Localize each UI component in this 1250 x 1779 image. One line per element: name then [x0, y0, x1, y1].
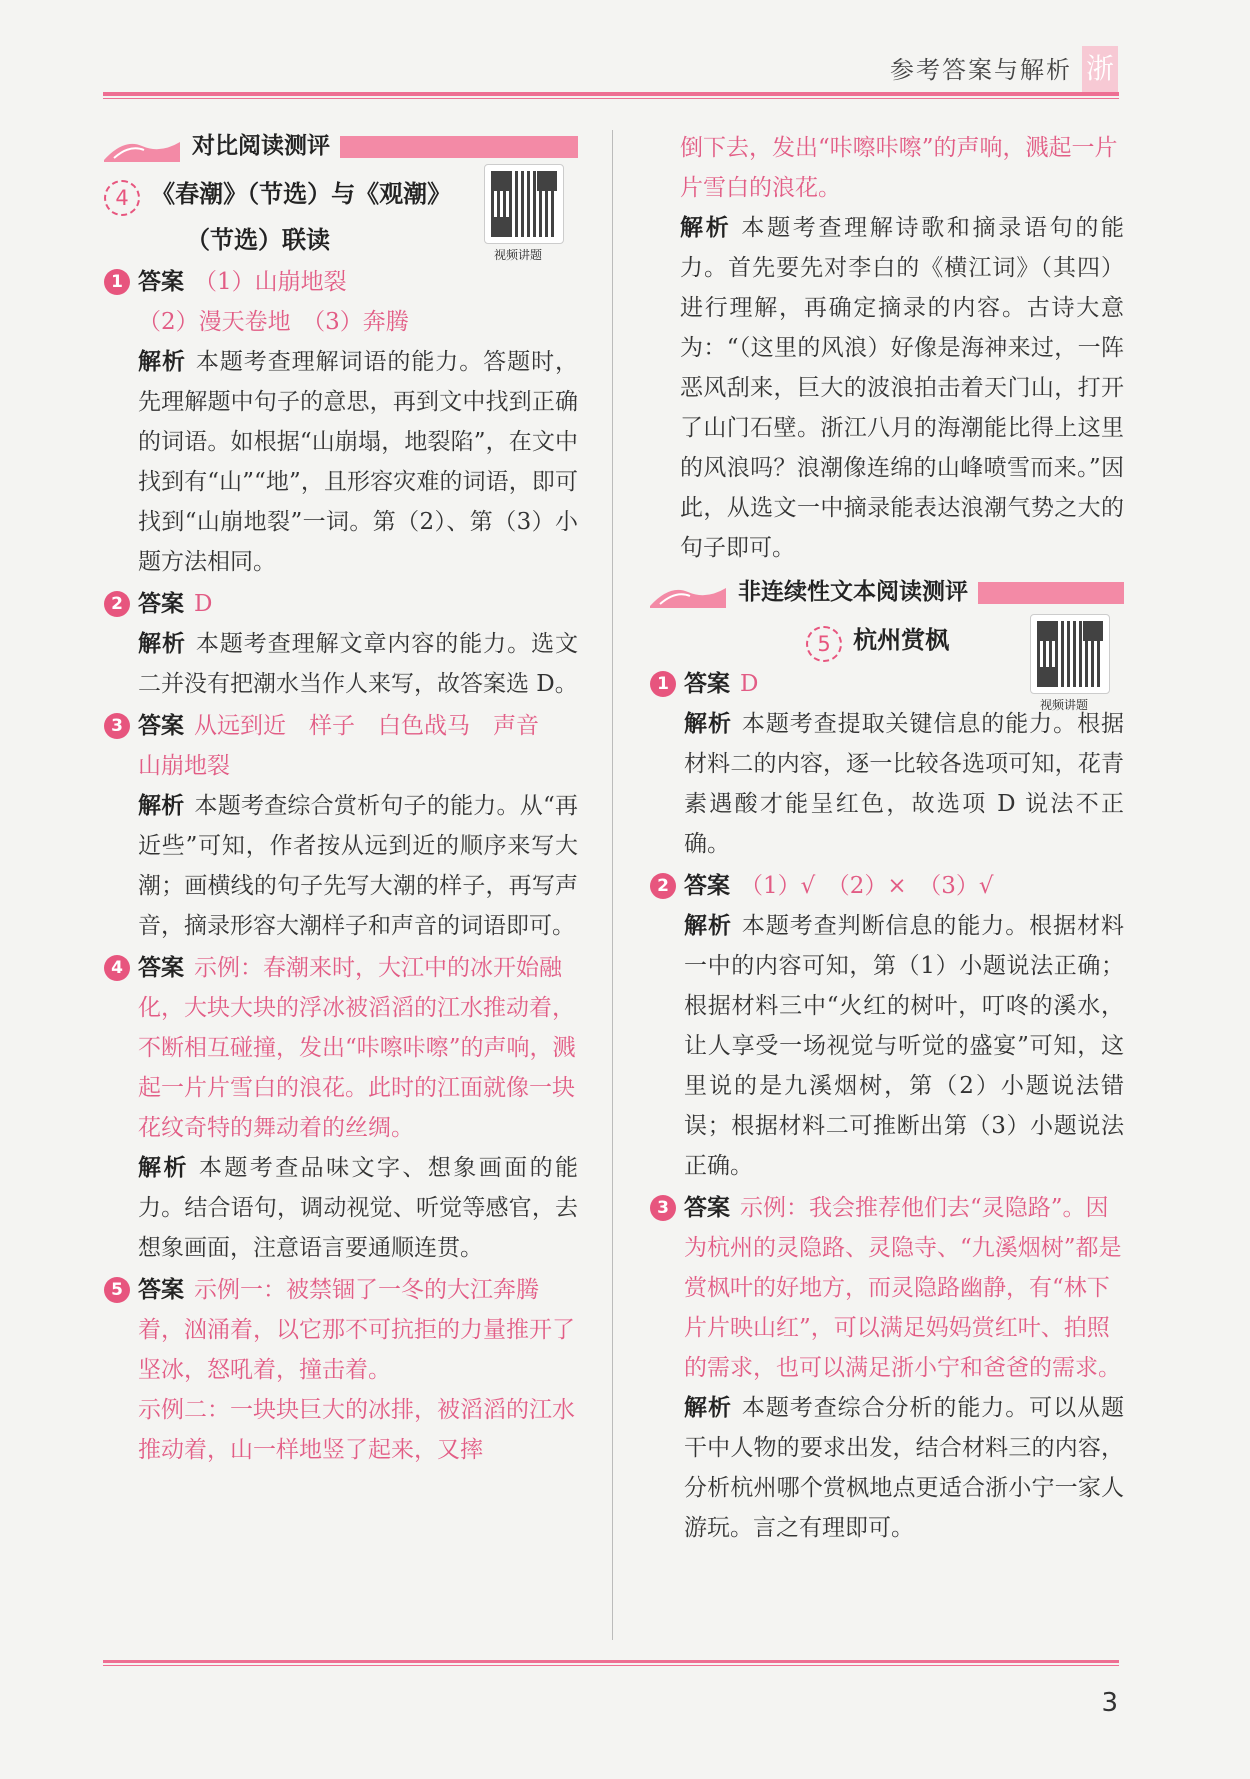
answer-text: D — [740, 671, 759, 697]
explanation-text: 本题考查提取关键信息的能力。根据材料二的内容，逐一比较各选项可知，花青素遇酸才能呈红色，故选项 D 说法不正确。 — [684, 711, 1125, 857]
answer-text-2: 示例二：一块块巨大的冰排，被滔滔的江水推动着，山一样地竖了起来，又摔 — [138, 1397, 575, 1463]
qr-caption: 视频讲题 — [494, 248, 543, 262]
column-divider — [612, 130, 613, 1640]
unit-title: 杭州赏枫 — [853, 626, 950, 654]
question-1 — [650, 664, 1124, 864]
answer-label: 答案 — [684, 1195, 730, 1221]
left-column — [104, 128, 578, 1472]
question-number: 5 — [104, 1277, 130, 1303]
answer-label: 答案 — [138, 955, 184, 981]
unit-number: 4 — [104, 180, 140, 216]
explanation-label: 解析 — [138, 793, 185, 819]
question-number: 1 — [104, 269, 130, 295]
answer-label: 答案 — [138, 269, 184, 295]
explanation-label: 解析 — [138, 349, 186, 375]
explanation-text: 本题考查理解词语的能力。答题时，先理解题中句子的意思，再到文中找到正确的词语。如根据“山崩塌，地裂陷”，在文中找到有“山”“地”，且形容灾难的词语，即可找到“山崩地裂”一词。第（2）、第（3）小题方法相同。 — [138, 349, 579, 575]
question-number: 3 — [104, 713, 130, 739]
question-2 — [650, 866, 1124, 1186]
answer-text: 从远到近 样子 白色战马 声音 山崩地裂 — [138, 713, 562, 779]
question-number: 2 — [650, 873, 676, 899]
explanation-text: 本题考查品味文字、想象画面的能力。结合语句，调动视觉、听觉等感官，去想象画面，注意语言要通顺连贯。 — [138, 1155, 578, 1261]
header-title: 参考答案与解析 — [890, 56, 1072, 84]
answer-label: 答案 — [138, 713, 184, 739]
unit-number: 5 — [806, 626, 842, 662]
answer-text: 示例：我会推荐他们去“灵隐路”。因为杭州的灵隐路、灵隐寺、“九溪烟树”都是赏枫叶的好地方，而灵隐路幽静，有“林下片片映山红”，可以满足妈妈赏红叶、拍照的需求，也可以满足浙小宁和爸爸的需求。 — [684, 1195, 1122, 1381]
answer-label: 答案 — [138, 1277, 184, 1303]
question-4 — [104, 948, 578, 1268]
wave-icon — [650, 578, 726, 608]
question-3 — [104, 706, 578, 946]
explanation-label: 解析 — [684, 711, 732, 737]
explanation-text: 本题考查理解诗歌和摘录语句的能力。首先要先对李白的《横江词》（其四）进行理解，再确定摘录的内容。古诗大意为：“（这里的风浪）好像是海神来过，一阵恶风刮来，巨大的波浪拍击着天门山，打开了山门石壁。浙江八月的海潮能比得上这里的风浪吗？浪潮像连绵的山峰喷雪而来。”因此，从选文一中摘录能表达浪潮气势之大的句子即可。 — [680, 215, 1124, 561]
answer-text-continued: 倒下去，发出“咔嚓咔嚓”的声响，溅起一片片雪白的浪花。 — [680, 135, 1118, 201]
section-title: 非连续性文本阅读测评 — [728, 574, 978, 610]
header-rule — [103, 92, 1119, 96]
explanation-text: 本题考查理解文章内容的能力。选文二并没有把潮水当作人来写，故答案选 D。 — [138, 631, 579, 697]
answer-text: 示例：春潮来时，大江中的冰开始融化，大块大块的浮冰被滔滔的江水推动着，不断相互碰撞，发出“咔嚓咔嚓”的声响，溅起一片片雪白的浪花。此时的江面就像一块花纹奇特的舞动着的丝绸。 — [138, 955, 576, 1141]
footer-rule — [103, 1660, 1119, 1663]
answer-text-2: （2）漫天卷地 （3）奔腾 — [138, 309, 409, 335]
question-2 — [104, 584, 578, 704]
footer-rule-thin — [103, 1665, 1119, 1666]
section-header — [104, 128, 578, 164]
explanation-label: 解析 — [684, 1395, 732, 1421]
question-5 — [104, 1270, 578, 1470]
province-tab: 浙 — [1082, 46, 1118, 92]
explanation-text: 本题考查综合赏析句子的能力。从“再近些”可知，作者按从远到近的顺序来写大潮；画横线的句子先写大潮的样子，再写声音，摘录形容大潮样子和声音的词语即可。 — [138, 793, 579, 939]
explanation-text: 本题考查综合分析的能力。可以从题干中人物的要求出发，结合材料三的内容，分析杭州哪个赏枫地点更适合浙小宁一家人游玩。言之有理即可。 — [684, 1395, 1125, 1541]
qr-caption: 视频讲题 — [1040, 698, 1089, 712]
explanation-label: 解析 — [680, 215, 732, 241]
question-number: 3 — [650, 1195, 676, 1221]
right-column — [650, 128, 1124, 1550]
question-1 — [104, 262, 578, 582]
qr-code-icon[interactable] — [484, 164, 564, 244]
page-number: 3 — [1101, 1688, 1118, 1718]
answer-label: 答案 — [684, 671, 730, 697]
explanation-label: 解析 — [138, 1155, 189, 1181]
section-header — [650, 574, 1124, 610]
answer-label: 答案 — [138, 591, 184, 617]
answer-label: 答案 — [684, 873, 730, 899]
wave-icon — [104, 132, 180, 162]
question-number: 4 — [104, 955, 130, 981]
explanation-label: 解析 — [138, 631, 186, 657]
answer-text: D — [194, 591, 213, 617]
question-5-continued — [650, 128, 1124, 568]
answer-text: 示例一：被禁锢了一冬的大江奔腾着，汹涌着，以它那不可抗拒的力量推开了坚冰，怒吼着，撞击着。 — [138, 1277, 575, 1383]
unit-title-line1: 《春潮》（节选）与《观潮》 — [151, 180, 452, 208]
section-title: 对比阅读测评 — [182, 128, 340, 164]
unit-header — [104, 170, 578, 262]
explanation-text: 本题考查判断信息的能力。根据材料一中的内容可知，第（1）小题说法正确；根据材料三中“火红的树叶，叮咚的溪水，让人享受一场视觉与听觉的盛宴”可知，这里说的是九溪烟树，第（2）小题说法错误；根据材料二可推断出第（3）小题说法正确。 — [684, 913, 1125, 1179]
answer-text: （1）山崩地裂 — [194, 269, 347, 295]
explanation-label: 解析 — [684, 913, 732, 939]
header-rule-thin — [103, 98, 1119, 99]
question-number: 1 — [650, 671, 676, 697]
unit-title-line2: （节选）联读 — [186, 226, 330, 254]
question-3 — [650, 1188, 1124, 1548]
answer-text: （1）√ （2）× （3）√ — [740, 873, 994, 899]
question-number: 2 — [104, 591, 130, 617]
